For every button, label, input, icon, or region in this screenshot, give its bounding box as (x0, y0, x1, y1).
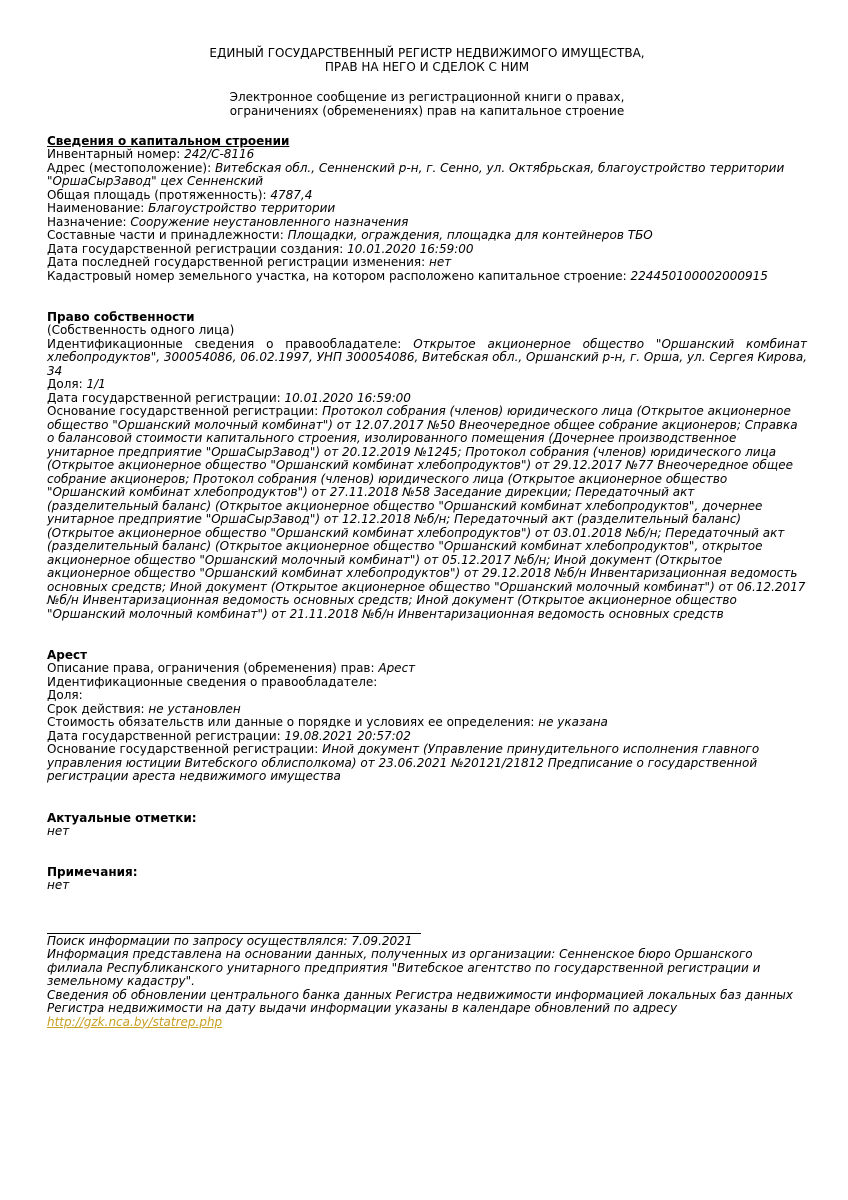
creation-date: Дата государственной регистрации создания: 10.01.2020 16:59:00 (47, 241, 474, 256)
update-calendar-link[interactable]: http://gzk.nca.by/statrep.php (47, 1014, 223, 1029)
register-title (47, 46, 807, 74)
message-subtitle-line2: ограничениях (обременениях) прав на капитальное строение (229, 104, 625, 118)
arrest-section (47, 648, 807, 784)
building-name: Наименование: Благоустройство территории (47, 201, 336, 215)
arrest-registration-basis: Основание государственной регистрации: Иной документ (Управление принудительного исполнения главного управления юстиции Витебского облисполкома) от 23.06.2021 №20121/21812 Предписание о государственной регистрации ареста недвижимого имущества (47, 742, 760, 783)
notes-section (47, 865, 807, 893)
document-page (47, 46, 807, 1029)
building-purpose: Назначение: Сооружение неустановленного назначения (47, 214, 409, 229)
total-area: Общая площадь (протяженность): 4787,4 (47, 187, 313, 202)
section-spacer (47, 893, 807, 918)
data-source: Информация представлена на основании данных, полученных из организации: Сенненское бюро Оршанского филиала Республиканского унитарного предприятия "Витебское агентство по государственной регистрации и земельному кадастру". (47, 947, 761, 988)
arrest-holder: Идентификационные сведения о правообладателе: (47, 674, 378, 689)
section-spacer (47, 621, 807, 648)
arrest-term: Срок действия: не установлен (47, 701, 241, 716)
document-footer (47, 933, 807, 1030)
current-marks-section (47, 811, 807, 839)
register-title-line2: ПРАВ НА НЕГО И СДЕЛОК С НИМ (324, 60, 530, 74)
section-spacer (47, 784, 807, 811)
update-info: Сведения об обновлении центрального банка данных Регистра недвижимости информацией локальных баз данных Регистра недвижимости на дату выдачи информации указаны в календаре обновлений по адресу (47, 987, 793, 1015)
section-spacer (47, 283, 807, 310)
register-title-line1: ЕДИНЫЙ ГОСУДАРСТВЕННЫЙ РЕГИСТР НЕДВИЖИМОГО ИМУЩЕСТВА, (209, 46, 645, 60)
arrest-heading: Арест (47, 648, 88, 662)
notes-heading: Примечания: (47, 865, 138, 879)
building-section (47, 134, 807, 283)
search-date: Поиск информации по запросу осуществлялся: 7.09.2021 (47, 933, 413, 948)
ownership-share: Доля: 1/1 (47, 377, 106, 391)
building-heading: Сведения о капитальном строении (47, 134, 290, 148)
current-marks-heading: Актуальные отметки: (47, 810, 197, 825)
last-change-date: Дата последней государственной регистрации изменения: нет (47, 255, 452, 269)
current-marks-value: нет (47, 823, 70, 838)
arrest-description: Описание права, ограничения (обременения) прав: Арест (47, 661, 416, 675)
section-spacer (47, 838, 807, 865)
message-subtitle-line1: Электронное сообщение из регистрационной книги о правах, (229, 90, 625, 104)
owner-identification: Идентификационные сведения о правообладателе: Открытое акционерное общество "Оршанский комбинат хлебопродуктов", 300054086, 06.02.1997, УНП 300054086, Витебская обл., Оршанский р-н, г. Орша, ул. Сергея Кирова, 34 (47, 336, 807, 378)
ownership-registration-date: Дата государственной регистрации: 10.01.2020 16:59:00 (47, 390, 411, 405)
arrest-share: Доля: (47, 688, 83, 702)
cadastral-number: Кадастровый номер земельного участка, на котором расположено капитальное строение: 224450100002000915 (47, 268, 768, 283)
inventory-number: Инвентарный номер: 242/C-8116 (47, 147, 255, 161)
ownership-section (47, 310, 807, 621)
arrest-registration-date: Дата государственной регистрации: 19.08.2021 20:57:02 (47, 728, 411, 743)
arrest-cost: Стоимость обязательств или данные о порядке и условиях ее определения: не указана (47, 715, 608, 729)
building-parts: Составные части и принадлежности: Площадки, ограждения, площадка для контейнеров ТБО (47, 228, 653, 242)
notes-value: нет (47, 878, 70, 892)
ownership-heading: Право собственности (47, 310, 195, 324)
address: Адрес (местоположение): Витебская обл., Сенненский р-н, г. Сенно, ул. Октябрьская, благоустройство территории "ОршаСырЗавод" цех Сенненский (47, 160, 785, 188)
ownership-type: (Собственность одного лица) (47, 323, 235, 337)
ownership-registration-basis: Основание государственной регистрации: Протокол собрания (членов) юридического лица (Открытое акционерное общество "Оршанский молочный комбинат") от 12.07.2017 №50 Внеочередное общее собрание акционеров; Справка о балансовой стоимости капитального строения, изолированного помещения (Дочернее производственное унитарное предприятие "ОршаСырЗавод") от 20.12.2019 №1245; Протокол собрания (членов) юридического лица (Открытое акционерное общество "Оршанский комбинат хлебопродуктов") от 29.12.2017 №77 Внеочередное общее собрание акционеров; Протокол собрания (членов) юридического лица (Открытое акционерное общество "Оршанский комбинат хлебопродуктов") от 27.11.2018 №58 Заседание дирекции; Передаточный акт (разделительный баланс) (Открытое акционерное общество "Оршанский комбинат хлебопродуктов", дочернее унитарное предприятие "ОршаСырЗавод") от 12.12.2018 №б/н; Передаточный акт (разделительный баланс) (Открытое акционерное общество "Оршанский комбинат хлебопродуктов") от 03.01.2018 №б/н; Передаточный акт (разделительный баланс) (Открытое акционерное общество "Оршанский комбинат хлебопродуктов", открытое акционерное общество "Оршанский молочный комбинат") от 05.12.2017 №б/н; Иной документ (Открытое акционерное общество "Оршанский комбинат хлебопродуктов") от 29.12.2018 №б/н Инвентаризационная ведомость основных средств; Иной документ (Открытое акционерное общество "Оршанский молочный комбинат") от 06.12.2017 №б/н Инвентаризационная ведомость основных средств; Иной документ (Открытое акционерное общество "Оршанский молочный комбинат") от 21.11.2018 №б/н Инвентаризационная ведомость основных средств (47, 404, 806, 621)
message-subtitle (47, 90, 807, 118)
